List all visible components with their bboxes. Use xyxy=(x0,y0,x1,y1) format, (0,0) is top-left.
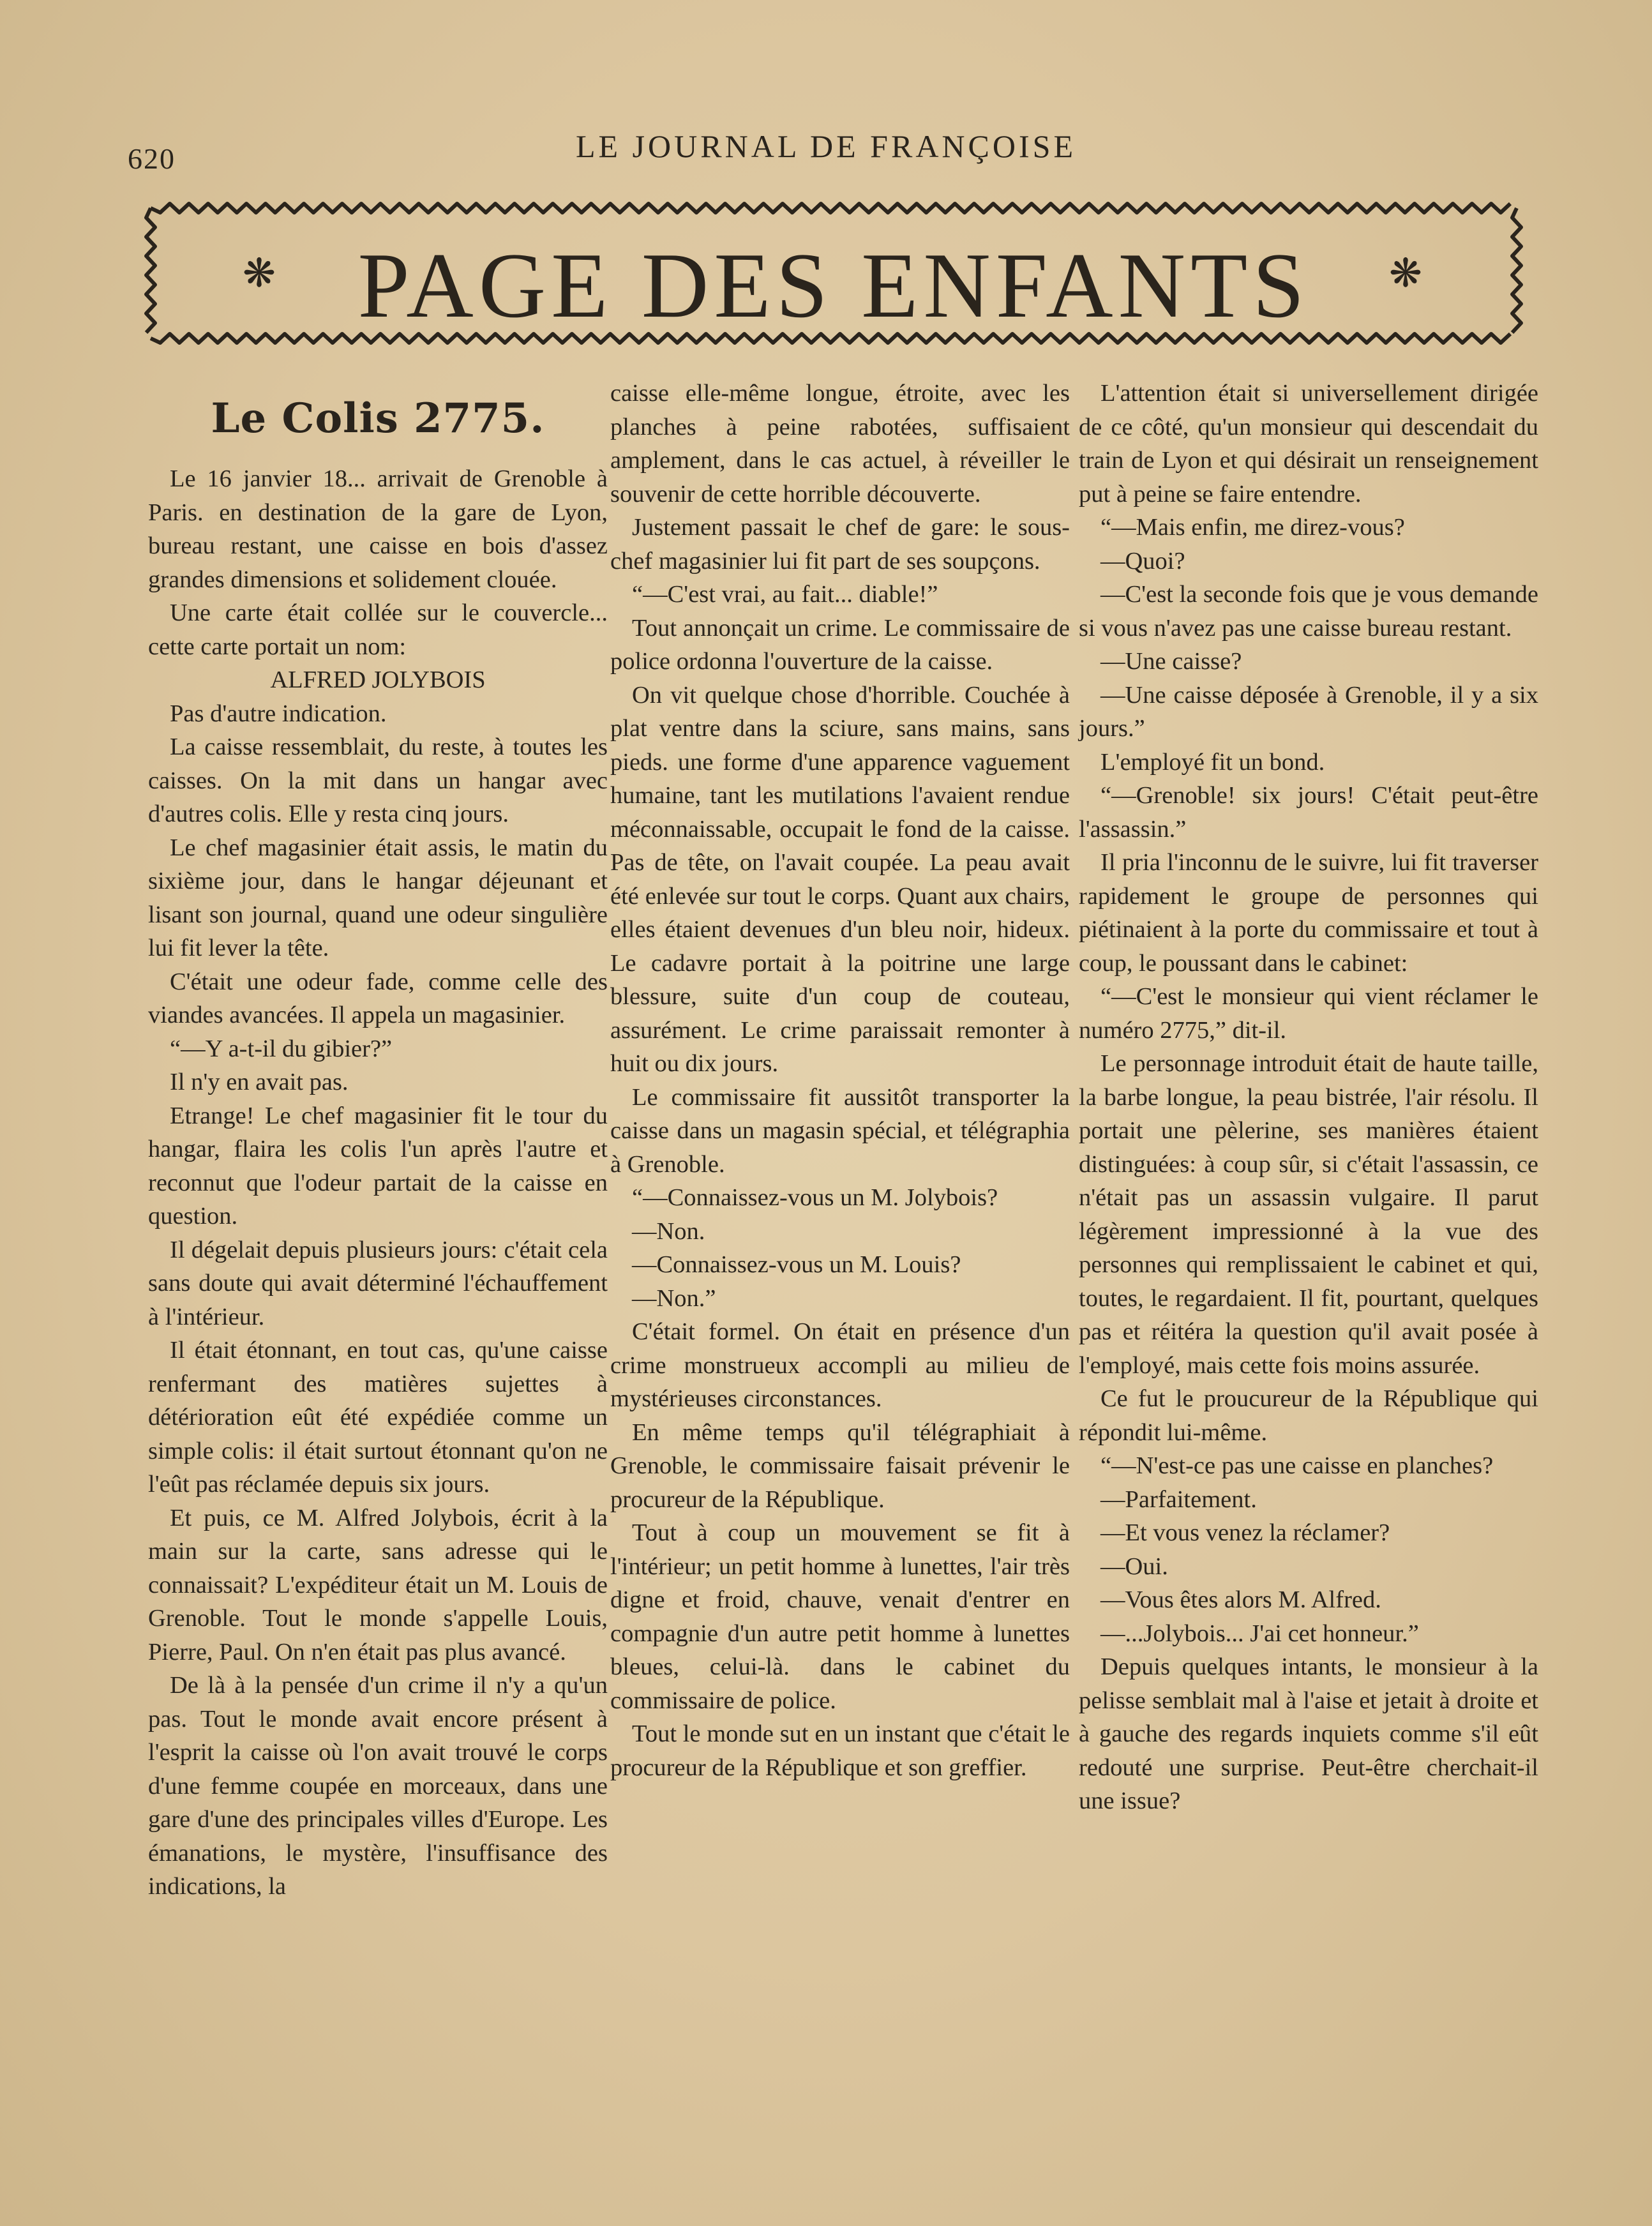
article-column-3 xyxy=(1079,377,1538,1818)
article-title: Le Colis 2775. xyxy=(211,395,545,442)
paragraph: —...Jolybois... J'ai cet honneur.” xyxy=(1100,1620,1419,1647)
paragraph: caisse elle-même longue, étroite, avec les planches à peine rabotées, suffisaient amplement, dans le cas actuel, à réveiller le souvenir de cette horrible découverte. xyxy=(610,380,1070,508)
running-head: LE JOURNAL DE FRANÇOISE xyxy=(576,128,1076,164)
article-column-2 xyxy=(610,377,1070,1784)
section-banner xyxy=(142,199,1526,347)
article-column-1 xyxy=(148,389,608,1904)
paragraph: Le chef magasinier était assis, le matin du sixième jour, dans le hangar déjeunant et lisant son journal, quand une odeur singulière lui fit lever la tête. xyxy=(148,834,608,961)
paragraph: —Quoi? xyxy=(1100,547,1185,575)
paragraph: “—Connaissez-vous un M. Jolybois? xyxy=(632,1184,998,1211)
paragraph: —Connaissez-vous un M. Louis? xyxy=(632,1251,961,1278)
left-star-ornament-icon: ❋ xyxy=(243,252,276,296)
paragraph: On vit quelque chose d'horrible. Couchée à plat ventre dans la sciure, sans mains, sans pieds. une forme d'une apparence vaguement humaine, tant les mutilations l'avaient rendue méconnaissable, occupait le fond de la caisse. Pas de tête, on l'avait coupée. La peau avait été enlevée sur tout le corps. Quant aux chairs, elles étaient devenues d'un bleu noir, hideux. Le cadavre portait à la poitrine une large blessure, suite d'un coup de couteau, assurément. Le crime paraissait remonter à huit ou dix jours. xyxy=(610,681,1070,1077)
paragraph: Tout à coup un mouvement se fit à l'intérieur; un petit homme à lunettes, l'air très digne et froid, chauve, venait d'entrer en compagnie d'un autre petit homme à lunettes bleues, celui-là. dans le cabinet du commissaire de police. xyxy=(610,1519,1070,1714)
paragraph: “—Grenoble! six jours! C'était peut-être l'assassin.” xyxy=(1079,782,1538,843)
paragraph: De là à la pensée d'un crime il n'y a qu'un pas. Tout le monde avait encore présent à l'esprit la caisse où l'on avait trouvé le corps d'une femme coupée en morceaux, dans une gare d'une des principales villes d'Europe. Les émanations, le mystère, l'insuffisance des indications, la xyxy=(148,1672,608,1900)
paragraph: —Et vous venez la réclamer? xyxy=(1100,1519,1390,1546)
paragraph: Une carte était collée sur le couvercle... cette carte portait un nom: xyxy=(148,599,608,660)
paragraph: Ce fut le proucureur de la République qui répondit lui-même. xyxy=(1079,1385,1538,1446)
banner-border-edge xyxy=(151,204,1510,213)
paragraph: Et puis, ce M. Alfred Jolybois, écrit à la main sur la carte, sans adresse qui le connaissait? L'expéditeur était un M. Louis de Grenoble. Tout le monde s'appelle Louis, Pierre, Paul. On n'en était pas plus avancé. xyxy=(148,1504,608,1666)
paragraph: “—Mais enfin, me direz-vous? xyxy=(1100,514,1405,541)
paragraph: —Une caisse déposée à Grenoble, il y a six jours.” xyxy=(1079,681,1538,742)
paragraph: Il dégelait depuis plusieurs jours: c'était cela sans doute qui avait déterminé l'échauffement à l'intérieur. xyxy=(148,1236,608,1330)
paragraph: —Parfaitement. xyxy=(1100,1485,1257,1513)
paragraph: La caisse ressemblait, du reste, à toutes les caisses. On la mit dans un hangar avec d'autres colis. Elle y resta cinq jours. xyxy=(148,733,608,827)
paragraph: En même temps qu'il télégraphiait à Grenoble, le commissaire faisait prévenir le procureur de la République. xyxy=(610,1418,1070,1513)
paragraph: Il n'y en avait pas. xyxy=(170,1069,349,1095)
paragraph: —Oui. xyxy=(1100,1553,1168,1580)
paragraph: “—C'est vrai, au fait... diable!” xyxy=(632,581,938,608)
paragraph: Il était étonnant, en tout cas, qu'une caisse renfermant des matières sujettes à détérioration eût été expédiée comme un simple colis: il était surtout étonnant qu'on ne l'eût pas réclamée depuis six jours. xyxy=(148,1337,608,1498)
paragraph: L'attention était si universellement dirigée de ce côté, qu'un monsieur qui descendait du train de Lyon et qui désirait un renseignement put à peine se faire entendre. xyxy=(1079,380,1538,508)
paragraph: C'était formel. On était en présence d'un crime monstrueux accompli au milieu de mystérieuses circonstances. xyxy=(610,1318,1070,1412)
paragraph: Etrange! Le chef magasinier fit le tour du hangar, flaira les colis l'un après l'autre et reconnut que l'odeur partait de la caisse en question. xyxy=(148,1102,608,1230)
paragraph: Le commissaire fit aussitôt transporter la caisse dans un magasin spécial, et télégraphia à Grenoble. xyxy=(610,1083,1070,1178)
paragraph: —Une caisse? xyxy=(1100,648,1242,675)
paragraph: Depuis quelques intants, le monsieur à la pelisse semblait mal à l'aise et jetait à droite et à gauche des regards inquiets comme s'il eût redouté une surprise. Peut-être cherchait-il une issue? xyxy=(1079,1653,1538,1814)
paragraph: Il pria l'inconnu de le suivre, lui fit traverser rapidement le groupe de personnes qui piétinaient à la porte du commissaire et tout à coup, le poussant dans le cabinet: xyxy=(1079,849,1538,977)
paragraph: L'employé fit un bond. xyxy=(1100,748,1325,776)
paragraph: “—C'est le monsieur qui vient réclamer le numéro 2775,” dit-il. xyxy=(1079,983,1538,1044)
paragraph: Tout annonçait un crime. Le commissaire de police ordonna l'ouverture de la caisse. xyxy=(610,614,1070,675)
paragraph: Tout le monde sut en un instant que c'était le procureur de la République et son greffier. xyxy=(610,1720,1070,1781)
paragraph: Justement passait le chef de gare: le sous-chef magasinier lui fit part de ses soupçons. xyxy=(610,514,1070,575)
paragraph: —Vous êtes alors M. Alfred. xyxy=(1100,1586,1381,1613)
paragraph: Le personnage introduit était de haute taille, la barbe longue, la peau bistrée, l'air résolu. Il portait une pèlerine, ses manières étaient distinguées: à coup sûr, si c'était l'assassin, ce n'était pas un assassin vulgaire. Il parut légèrement impressionné à la vue des personnes qui remplissaient le cabinet et qui, toutes, le regardaient. Il fit, pourtant, quelques pas et réitéra la question qu'il avait posée à l'employé, mais cette fois moins assurée. xyxy=(1079,1050,1538,1379)
paragraph: —C'est la seconde fois que je vous demande si vous n'avez pas une caisse bureau restant. xyxy=(1079,581,1538,642)
paragraph: C'était une odeur fade, comme celle des viandes avancées. Il appela un magasinier. xyxy=(148,968,608,1028)
addressee-name: ALFRED JOLYBOIS xyxy=(270,666,486,693)
paragraph: —Non.” xyxy=(632,1284,716,1312)
paragraph: Pas d'autre indication. xyxy=(170,700,387,727)
paragraph: “—Y a-t-il du gibier?” xyxy=(170,1035,393,1062)
right-star-ornament-icon: ❋ xyxy=(1389,252,1422,296)
paragraph: “—N'est-ce pas une caisse en planches? xyxy=(1100,1452,1494,1479)
page-number: 620 xyxy=(128,142,176,175)
section-title: PAGE DES ENFANTS xyxy=(357,234,1310,337)
paragraph: Le 16 janvier 18... arrivait de Grenoble à Paris. en destination de la gare de Lyon, bureau restant, une caisse en bois d'assez grandes dimensions et solidement clouée. xyxy=(148,465,608,593)
paragraph: —Non. xyxy=(632,1217,705,1245)
